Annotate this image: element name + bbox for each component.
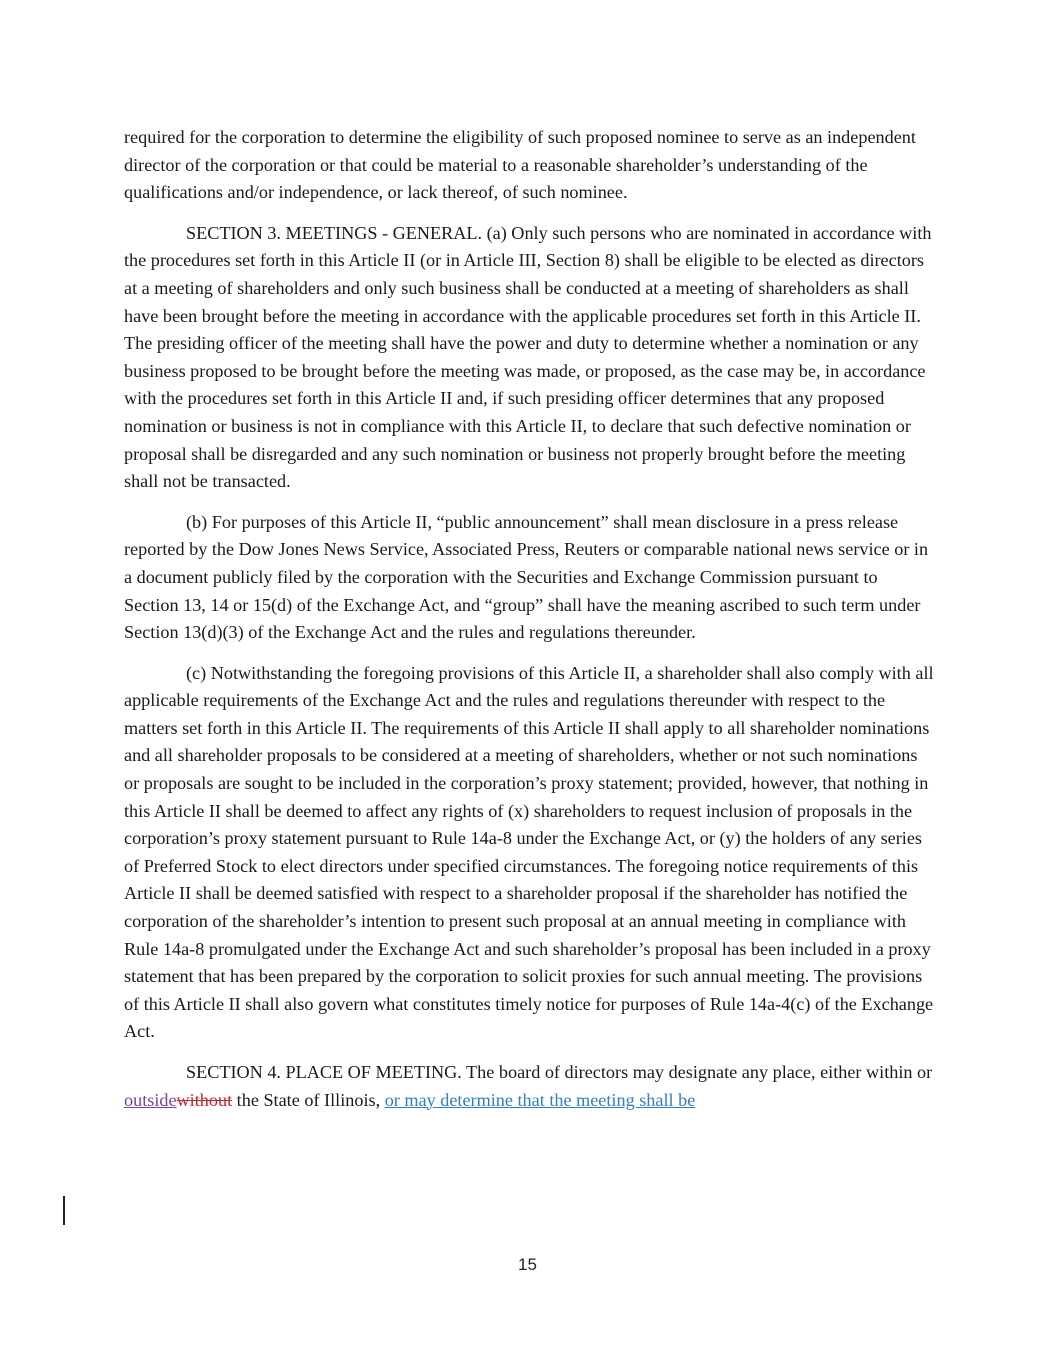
tracked-insertion-outside: outside: [124, 1089, 177, 1110]
tracked-insertion-remote-meeting: or may determine that the meeting shall be: [384, 1089, 696, 1110]
paragraph-section-3b: (b) For purposes of this Article II, “public announcement” shall mean disclosure in a press release reported by the Dow Jones News Service, Associated Press, Reuters or comparable national news service or in a document publicly filed by the corporation with the Securities and Exchange Commission pursuant to Section 13, 14 or 15(d) of the Exchange Act, and “group” shall have the meaning ascribed to such term under Section 13(d)(3) of the Exchange Act and the rules and regulations thereunder.: [124, 511, 929, 643]
document-body: [124, 124, 934, 1127]
paragraph-section-3a: SECTION 3. MEETINGS - GENERAL. (a) Only such persons who are nominated in accordance with the procedures set forth in this Article II (or in Article III, Section 8) shall be eligible to be elected as directors at a meeting of shareholders and only such business shall be conducted at a meeting of shareholders as shall have been brought before the meeting in accordance with the applicable procedures set forth in this Article II. The presiding officer of the meeting shall have the power and duty to determine whether a nomination or any business proposed to be brought before the meeting was made, or proposed, as the case may be, in accordance with the procedures set forth in this Article II and, if such presiding officer determines that any proposed nomination or business is not in compliance with this Article II, to declare that such defective nomination or proposal shall be disregarded and any such nomination or business not properly brought before the meeting shall not be transacted.: [124, 222, 932, 492]
revision-change-bar: [63, 1196, 65, 1225]
tracked-deletion-without: without: [176, 1089, 233, 1110]
page-number: 15: [518, 1255, 537, 1274]
paragraph-continuation: required for the corporation to determine the eligibility of such proposed nominee to serve as an independent director of the corporation or that could be material to a reasonable shareholder’s understanding of the qualifications and/or independence, or lack thereof, of such nominee.: [124, 127, 916, 203]
paragraph-section-3c: (c) Notwithstanding the foregoing provisions of this Article II, a shareholder shall also comply with all applicable requirements of the Exchange Act and the rules and regulations thereunder with respect to the matters set forth in this Article II. The requirements of this Article II shall apply to all shareholder nominations and all shareholder proposals to be considered at a meeting of shareholders, whether or not such nominations or proposals are sought to be included in the corporation’s proxy statement; provided, however, that nothing in this Article II shall be deemed to affect any rights of (x) shareholders to request inclusion of proposals in the corporation’s proxy statement pursuant to Rule 14a-8 under the Exchange Act, or (y) the holders of any series of Preferred Stock to elect directors under specified circumstances. The foregoing notice requirements of this Article II shall be deemed satisfied with respect to a shareholder proposal if the shareholder has notified the corporation of the shareholder’s intention to present such proposal at an annual meeting in compliance with Rule 14a-8 promulgated under the Exchange Act and such shareholder’s proposal has been included in a proxy statement that has been prepared by the corporation to solicit proxies for such annual meeting. The provisions of this Article II shall also govern what constitutes timely notice for purposes of Rule 14a-4(c) of the Exchange Act.: [124, 662, 934, 1042]
section-4-lead-text: SECTION 4. PLACE OF MEETING. The board of directors may designate any place, either within or: [186, 1062, 933, 1082]
section-4-middle-text: the State of Illinois,: [232, 1089, 385, 1110]
paragraph-section-4: [124, 1059, 934, 1114]
